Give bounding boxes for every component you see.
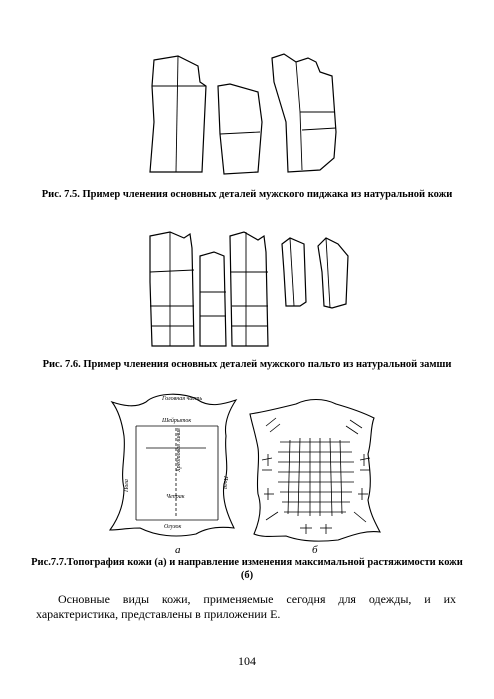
coat-back-piece (150, 232, 194, 346)
figure-7-7b-label: б (312, 544, 318, 556)
region-croupon: Чепрак (166, 494, 185, 500)
body-paragraph: Основные виды кожи, применяемые сегодня для одежды, и их характеристика, представлены в приложении Е. (36, 592, 456, 621)
figure-7-7-caption: Рис.7.7.Топография кожи (а) и направление изменения максимальной растяжимости кожи (б) (31, 557, 463, 581)
region-flank-right: Пола (222, 476, 228, 489)
coat-front-piece (230, 232, 268, 346)
figure-7-7b-stretch-directions (246, 396, 386, 546)
hide-outline (110, 394, 236, 536)
figure-7-6-coat-pieces (140, 222, 360, 352)
page-number: 104 (238, 654, 256, 668)
coat-sleeve-left (282, 238, 306, 306)
region-butt: Огузок (164, 524, 182, 530)
jacket-side-piece (218, 84, 262, 174)
region-spine: Хребтовая линия (176, 428, 182, 472)
jacket-front-piece (272, 54, 336, 172)
figure-7-7a-label: а (175, 544, 181, 556)
region-shoulder: Шейрыток (162, 418, 192, 424)
figure-7-6-caption: Рис. 7.6. Пример членения основных деталей мужского пальто из натуральной замши (42, 359, 452, 370)
coat-sleeve-right (318, 238, 348, 308)
coat-side-piece (200, 252, 226, 346)
figure-7-5-jacket-pieces (140, 42, 350, 182)
figure-7-7a-hide-topography (106, 388, 246, 546)
region-head: Головная часть (162, 396, 203, 402)
figure-7-5-caption: Рис. 7.5. Пример членения основных деталей мужского пиджака из натуральной кожи (41, 189, 453, 200)
region-flank-left: Пола (124, 479, 130, 492)
